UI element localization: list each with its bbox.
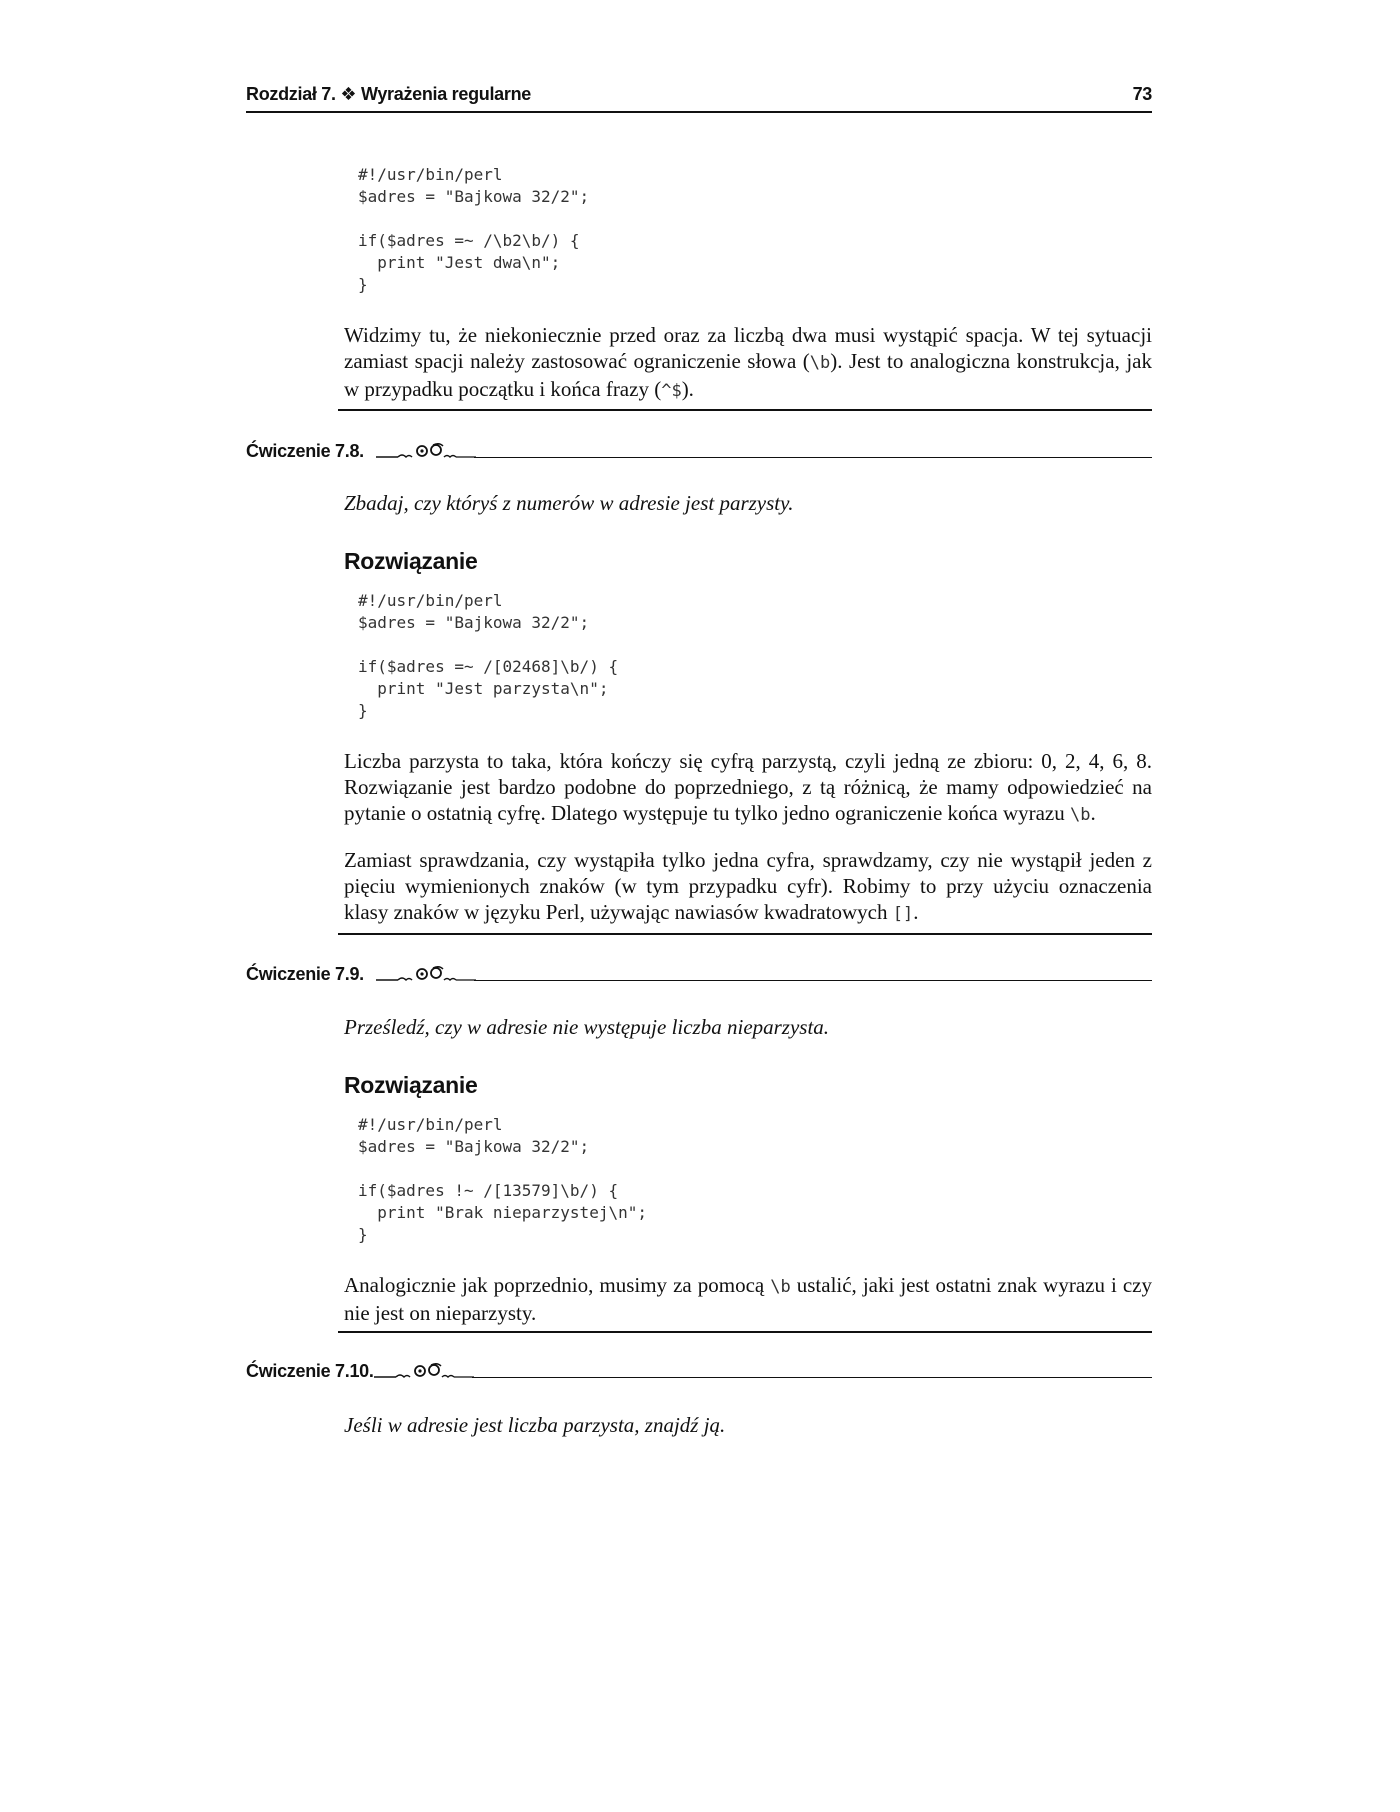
exercise-heading-7-10	[246, 1361, 1152, 1387]
exercise-label: Ćwiczenie 7.10.	[246, 1361, 374, 1381]
section-rule	[338, 409, 1152, 411]
page-number: 73	[1132, 84, 1152, 104]
running-head	[246, 84, 1152, 108]
chapter-title: Rozdział 7. ❖ Wyrażenia regularne	[246, 84, 531, 104]
code-block: #!/usr/bin/perl $adres = "Bajkowa 32/2"; if($adres =~ /\b2\b/) { print "Jest dwa\n"; }	[358, 165, 590, 294]
pen-ornament-icon	[374, 1362, 474, 1382]
exercise-task: Zbadaj, czy któryś z numerów w adresie jest parzysty.	[344, 491, 794, 515]
header-rule	[246, 111, 1152, 113]
paragraph: Zamiast sprawdzania, czy wystąpiła tylko jedna cyfra, sprawdzamy, czy nie wystąpił jeden z pięciu wymienionych znaków (w tym przypadku cyfr). Robimy to przy użyciu oznaczenia klasy znaków w języku Perl, używając nawiasów kwadratowych [].	[344, 848, 1152, 924]
exercise-heading-7-8	[246, 441, 1152, 467]
inline-code: \b	[809, 353, 831, 373]
exercise-label: Ćwiczenie 7.8.	[246, 441, 364, 461]
section-rule	[338, 1331, 1152, 1333]
inline-code: \b	[770, 1277, 791, 1297]
solution-heading: Rozwiązanie	[344, 548, 478, 574]
paragraph: Widzimy tu, że niekoniecznie przed oraz za liczbą dwa musi wystąpić spacja. W tej sytuacji zamiast spacji należy zastosować ograniczenie słowa (\b). Jest to analogiczna konstrukcja, jak w przypadku początku i końca frazy (^$).	[344, 323, 1152, 401]
code-block: #!/usr/bin/perl $adres = "Bajkowa 32/2"; if($adres =~ /[02468]\b/) { print "Jest parzysta\n"; }	[358, 591, 619, 720]
exercise-task: Prześledź, czy w adresie nie występuje liczba nieparzysta.	[344, 1015, 830, 1039]
exercise-label: Ćwiczenie 7.9.	[246, 964, 364, 984]
section-rule	[338, 933, 1152, 935]
paragraph: Analogicznie jak poprzednio, musimy za pomocą \b ustalić, jaki jest ostatni znak wyrazu i czy nie jest on nieparzysty.	[344, 1273, 1152, 1325]
inline-code: ^$	[661, 381, 682, 401]
solution-heading: Rozwiązanie	[344, 1072, 478, 1098]
inline-code: \b	[1070, 805, 1091, 825]
paragraph: Liczba parzysta to taka, która kończy się cyfrą parzystą, czyli jedną ze zbioru: 0, 2, 4, 6, 8. Rozwiązanie jest bardzo podobne do poprzedniego, z tą różnicą, że mamy odpowiedzieć na pytanie o ostatnią cyfrę. Dlatego występuje tu tylko jedno ograniczenie końca wyrazu \b.	[344, 749, 1152, 825]
code-block: #!/usr/bin/perl $adres = "Bajkowa 32/2"; if($adres !~ /[13579]\b/) { print "Brak nieparzystej\n"; }	[358, 1115, 647, 1244]
inline-code: []	[892, 904, 914, 924]
exercise-task: Jeśli w adresie jest liczba parzysta, znajdź ją.	[344, 1413, 726, 1437]
pen-ornament-icon	[376, 442, 476, 462]
pen-ornament-icon	[376, 965, 476, 985]
exercise-rule	[472, 1377, 1152, 1378]
exercise-rule	[474, 457, 1152, 458]
exercise-heading-7-9	[246, 964, 1152, 990]
exercise-rule	[474, 980, 1152, 981]
